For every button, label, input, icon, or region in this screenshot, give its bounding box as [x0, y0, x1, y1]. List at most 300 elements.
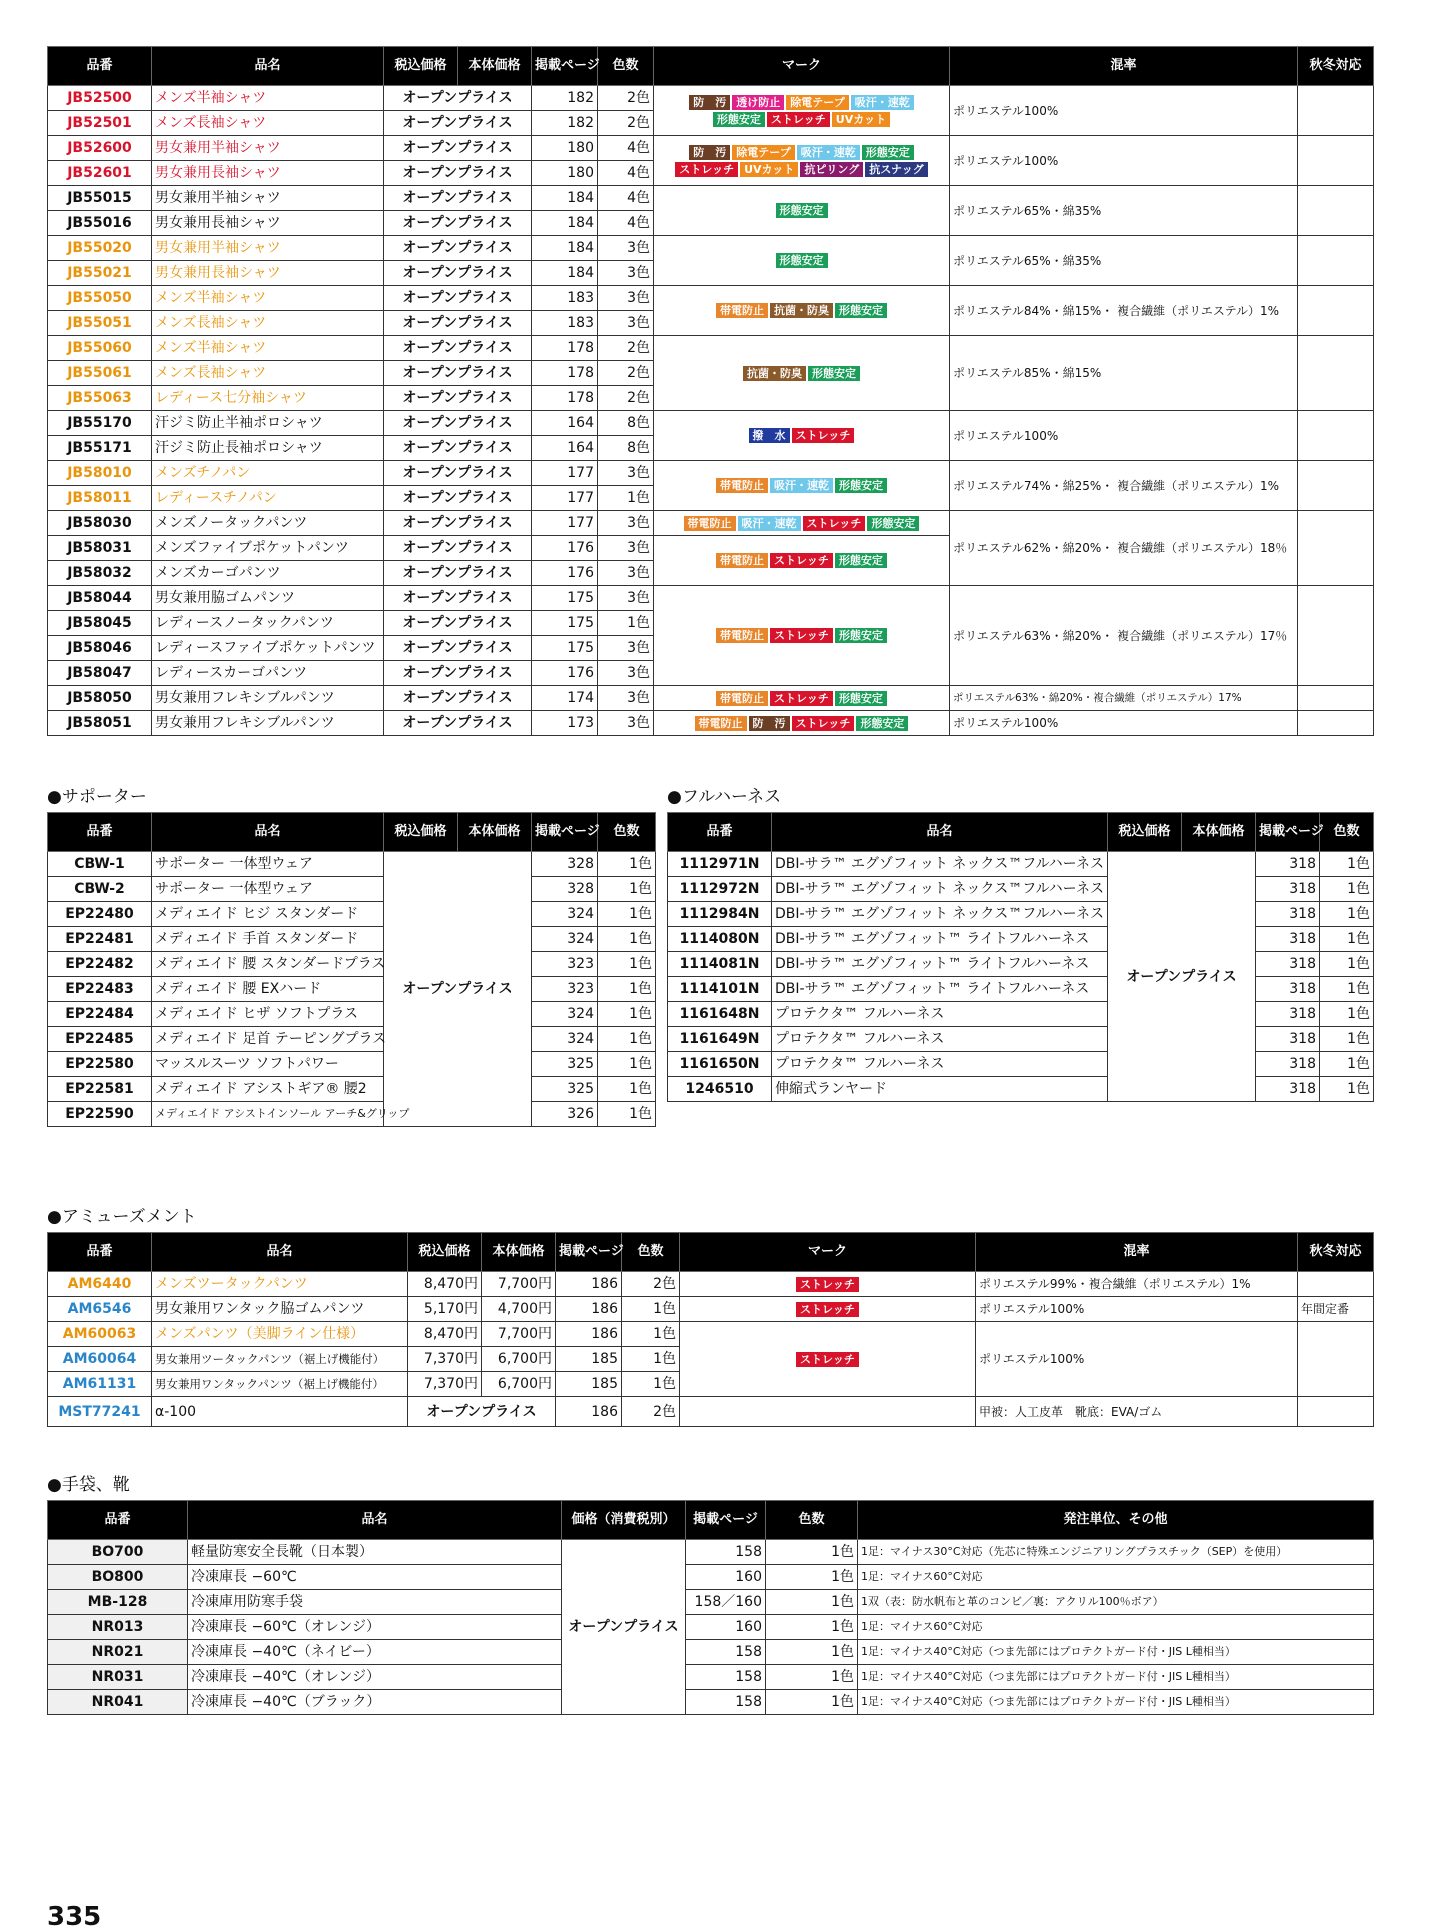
mark-row: [656, 427, 947, 444]
mark-badge: 形態安定: [776, 203, 828, 218]
product-code: JB55171: [48, 436, 152, 461]
price-tax: オープンプライス: [384, 86, 532, 111]
color-count: 1色: [1320, 977, 1374, 1002]
price-tax: オープンプライス: [384, 211, 532, 236]
product-name: 男女兼用長袖シャツ: [152, 161, 384, 186]
mark-badge: 形態安定: [776, 253, 828, 268]
product-code: JB55021: [48, 261, 152, 286]
color-count: 3色: [598, 561, 654, 586]
color-count: 1色: [1320, 902, 1374, 927]
catalog-page: 158: [686, 1665, 766, 1690]
color-count: 1色: [598, 927, 656, 952]
color-count: 3色: [598, 236, 654, 261]
product-name: メンズ長袖シャツ: [152, 361, 384, 386]
mark-row: [656, 552, 947, 569]
table-row: [48, 1272, 1374, 1297]
column-header: 品名: [152, 47, 384, 86]
color-count: 1色: [598, 1002, 656, 1027]
mark-row: [656, 515, 947, 532]
catalog-page: 164: [532, 436, 598, 461]
table-row: [48, 711, 1374, 736]
product-code: EP22482: [48, 952, 152, 977]
season-cell: [1298, 286, 1374, 336]
marks-cell: [654, 411, 950, 461]
product-name: 男女兼用脇ゴムパンツ: [152, 586, 384, 611]
mark-row: [656, 302, 947, 319]
color-count: 3色: [598, 586, 654, 611]
color-count: 3色: [598, 536, 654, 561]
price-tax: オープンプライス: [384, 186, 532, 211]
mark-badge: 吸汗・速乾: [797, 145, 860, 160]
mark-badge: 形態安定: [835, 553, 887, 568]
product-code: 1112972N: [668, 877, 772, 902]
blend-ratio: ポリエステル100%: [950, 86, 1298, 136]
table-row: [668, 1002, 1374, 1027]
blend-ratio: ポリエステル65%・綿35%: [950, 236, 1298, 286]
mark-badge: 抗菌・防臭: [743, 366, 806, 381]
order-unit-note: 1足：マイナス40°C対応（つま先部にはプロテクトガード付・JIS L種相当）: [858, 1665, 1374, 1690]
marks-cell: [654, 461, 950, 511]
mark-badge: ストレッチ: [770, 691, 833, 706]
season-cell: [1298, 1272, 1374, 1297]
color-count: 1色: [598, 1077, 656, 1102]
column-header: 色数: [766, 1501, 858, 1540]
catalog-page: 176: [532, 536, 598, 561]
column-header: 色数: [598, 47, 654, 86]
column-header: 税込価格: [384, 813, 458, 852]
mark-badge: ストレッチ: [792, 428, 855, 443]
table-row: [668, 1077, 1374, 1102]
mark-badge: 吸汗・速乾: [770, 478, 833, 493]
product-name: 冷凍庫長 −60℃（オレンジ）: [188, 1615, 562, 1640]
color-count: 1色: [598, 1102, 656, 1127]
season-cell: [1298, 1322, 1374, 1397]
table-row: [48, 86, 1374, 111]
price-tax: 5,170円: [408, 1297, 482, 1322]
product-code: JB55051: [48, 311, 152, 336]
product-name: メディエイド 腰 スタンダードプラス: [152, 952, 384, 977]
product-code: EP22485: [48, 1027, 152, 1052]
season-cell: [1298, 711, 1374, 736]
price-tax: オープンプライス: [384, 486, 532, 511]
product-code: JB58044: [48, 586, 152, 611]
table-row: [48, 1640, 1374, 1665]
color-count: 3色: [598, 686, 654, 711]
product-name: DBI-サラ™ エグゾフィット ネックス™フルハーネス: [772, 877, 1108, 902]
catalog-page: 323: [532, 977, 598, 1002]
table-header: [668, 813, 1374, 852]
catalog-page: 325: [532, 1077, 598, 1102]
catalog-page: 326: [532, 1102, 598, 1127]
season-cell: [1298, 461, 1374, 511]
blend-ratio: ポリエステル84%・綿15%・ 複合繊維（ポリエステル）1%: [950, 286, 1298, 336]
product-code: AM60064: [48, 1347, 152, 1372]
product-code: JB58046: [48, 636, 152, 661]
price-tax: オープンプライス: [384, 361, 532, 386]
price-tax: オープンプライス: [384, 136, 532, 161]
marks-cell: [654, 286, 950, 336]
color-count: 1色: [598, 852, 656, 877]
price-tax: オープンプライス: [384, 586, 532, 611]
catalog-page: 318: [1256, 952, 1320, 977]
mark-badge: UVカット: [832, 112, 890, 127]
order-unit-note: 1足：マイナス30°C対応（先芯に特殊エンジニアリングプラスチック（SEP）を使用）: [858, 1540, 1374, 1565]
product-name: メディエイド アシストインソール アーチ&グリップ: [152, 1102, 384, 1127]
season-cell: 年間定番: [1298, 1297, 1374, 1322]
table-row: [48, 1397, 1374, 1427]
marks-cell: [654, 136, 950, 186]
product-code: EP22480: [48, 902, 152, 927]
product-code: BO700: [48, 1540, 188, 1565]
product-code: 1114081N: [668, 952, 772, 977]
product-name: DBI-サラ™ エグゾフィット ネックス™フルハーネス: [772, 852, 1108, 877]
column-header: 発注単位、その他: [858, 1501, 1374, 1540]
mark-row: [656, 252, 947, 269]
column-header: 本体価格: [482, 1233, 556, 1272]
color-count: 3色: [598, 286, 654, 311]
price-open: オープンプライス: [408, 1397, 556, 1427]
catalog-page: 184: [532, 236, 598, 261]
table-row: [48, 1322, 1374, 1347]
color-count: 4色: [598, 161, 654, 186]
table-row: [48, 1540, 1374, 1565]
table-row: [48, 186, 1374, 211]
price-base: 4,700円: [482, 1297, 556, 1322]
color-count: 1色: [622, 1372, 680, 1397]
table-row: [48, 877, 656, 902]
product-name: メンズ半袖シャツ: [152, 286, 384, 311]
mark-badge: 吸汗・速乾: [738, 516, 801, 531]
color-count: 4色: [598, 211, 654, 236]
mark-badge: 抗スナッグ: [865, 162, 928, 177]
product-name: メディエイド ヒザ ソフトプラス: [152, 1002, 384, 1027]
price-tax: オープンプライス: [384, 536, 532, 561]
product-name: 冷凍庫長 −40℃（オレンジ）: [188, 1665, 562, 1690]
color-count: 1色: [622, 1297, 680, 1322]
mark-badge: UVカット: [740, 162, 798, 177]
catalog-page: 177: [532, 511, 598, 536]
amusement-table: [47, 1232, 1374, 1427]
product-code: EP22483: [48, 977, 152, 1002]
color-count: 1色: [766, 1615, 858, 1640]
product-name: 男女兼用半袖シャツ: [152, 136, 384, 161]
mark-badge: 防 汚: [689, 95, 730, 110]
product-code: JB52600: [48, 136, 152, 161]
marks-cell: [654, 336, 950, 411]
season-cell: [1298, 236, 1374, 286]
catalog-page: 176: [532, 661, 598, 686]
color-count: 8色: [598, 411, 654, 436]
color-count: 2色: [598, 386, 654, 411]
product-name: 男女兼用ツータックパンツ（裾上げ機能付）: [152, 1347, 408, 1372]
mark-badge: ストレッチ: [796, 1302, 859, 1317]
mark-row: [656, 477, 947, 494]
product-name: プロテクタ™ フルハーネス: [772, 1027, 1108, 1052]
catalog-page: 184: [532, 186, 598, 211]
product-name: メンズツータックパンツ: [152, 1272, 408, 1297]
catalog-page: 182: [532, 111, 598, 136]
price-base: 6,700円: [482, 1347, 556, 1372]
catalog-page: 328: [532, 877, 598, 902]
product-name: メディエイド 手首 スタンダード: [152, 927, 384, 952]
season-cell: [1298, 586, 1374, 686]
product-name: メンズカーゴパンツ: [152, 561, 384, 586]
blend-ratio: ポリエステル99%・複合繊維（ポリエステル）1%: [976, 1272, 1298, 1297]
product-code: 1114080N: [668, 927, 772, 952]
mark-badge: 形態安定: [862, 145, 914, 160]
catalog-page: 318: [1256, 902, 1320, 927]
mark-badge: ストレッチ: [792, 716, 855, 731]
product-name: 冷凍庫長 −60℃: [188, 1565, 562, 1590]
product-name: 伸縮式ランヤード: [772, 1077, 1108, 1102]
product-name: 軽量防寒安全長靴（日本製）: [188, 1540, 562, 1565]
product-code: NR021: [48, 1640, 188, 1665]
product-code: 1161649N: [668, 1027, 772, 1052]
price-tax: オープンプライス: [384, 711, 532, 736]
price-tax: オープンプライス: [384, 311, 532, 336]
price-tax: オープンプライス: [384, 511, 532, 536]
table-row: [48, 1665, 1374, 1690]
column-header: 税込価格: [1108, 813, 1182, 852]
product-name: メンズ半袖シャツ: [152, 86, 384, 111]
catalog-page: 325: [532, 1052, 598, 1077]
catalog-page: 324: [532, 1027, 598, 1052]
product-name: DBI-サラ™ エグゾフィット™ ライトフルハーネス: [772, 952, 1108, 977]
mark-badge: 形態安定: [835, 628, 887, 643]
blend-ratio: ポリエステル100%: [950, 711, 1298, 736]
column-header: 品番: [48, 47, 152, 86]
price-tax: オープンプライス: [384, 636, 532, 661]
column-header: 掲載ページ: [1256, 813, 1320, 852]
price-tax: オープンプライス: [384, 611, 532, 636]
order-unit-note: 1足：マイナス60°C対応: [858, 1565, 1374, 1590]
color-count: 1色: [622, 1322, 680, 1347]
product-name: メディエイド アシストギア® 腰2: [152, 1077, 384, 1102]
mark-badge: 透け防止: [732, 95, 784, 110]
catalog-page: 176: [532, 561, 598, 586]
catalog-page: 180: [532, 136, 598, 161]
table-row: [48, 977, 656, 1002]
season-cell: [1298, 186, 1374, 236]
color-count: 1色: [598, 611, 654, 636]
catalog-page: 175: [532, 586, 598, 611]
section-title-amusement: ●アミューズメント: [47, 1207, 197, 1227]
marks-cell: [654, 236, 950, 286]
product-code: JB55050: [48, 286, 152, 311]
table-row: [668, 1052, 1374, 1077]
color-count: 4色: [598, 136, 654, 161]
product-name: 男女兼用半袖シャツ: [152, 186, 384, 211]
price-open: オープンプライス: [1108, 852, 1256, 1102]
product-name: レディースノータックパンツ: [152, 611, 384, 636]
catalog-page: 178: [532, 336, 598, 361]
price-tax: オープンプライス: [384, 386, 532, 411]
column-header: 品番: [48, 1501, 188, 1540]
product-code: JB55016: [48, 211, 152, 236]
color-count: 3色: [598, 661, 654, 686]
catalog-page: 318: [1256, 877, 1320, 902]
mark-badge: 除電テープ: [786, 95, 848, 110]
catalog-page: 175: [532, 611, 598, 636]
product-name: メンズパンツ（美脚ライン仕様）: [152, 1322, 408, 1347]
color-count: 1色: [1320, 1052, 1374, 1077]
mark-badge: 抗ピリング: [800, 162, 863, 177]
marks-cell: [654, 186, 950, 236]
product-code: AM6546: [48, 1297, 152, 1322]
mark-badge: 帯電防止: [716, 628, 768, 643]
table-row: [48, 286, 1374, 311]
blend-ratio: ポリエステル74%・綿25%・ 複合繊維（ポリエステル）1%: [950, 461, 1298, 511]
season-cell: [1298, 411, 1374, 461]
color-count: 1色: [598, 902, 656, 927]
color-count: 1色: [598, 486, 654, 511]
price-open: オープンプライス: [384, 852, 532, 1127]
mark-row: [656, 161, 947, 178]
product-code: 1161648N: [668, 1002, 772, 1027]
mark-row: [656, 202, 947, 219]
mark-badge: ストレッチ: [675, 162, 738, 177]
mark-row: [656, 690, 947, 707]
column-header: 掲載ページ: [556, 1233, 622, 1272]
table-row: [48, 852, 656, 877]
price-base: 6,700円: [482, 1372, 556, 1397]
color-count: 3色: [598, 311, 654, 336]
section-title-supporter: ●サポーター: [47, 787, 147, 807]
product-name: 汗ジミ防止長袖ポロシャツ: [152, 436, 384, 461]
mark-badge: 形態安定: [808, 366, 860, 381]
color-count: 3色: [598, 711, 654, 736]
blend-ratio: 甲被：人工皮革 靴底：EVA/ゴム: [976, 1397, 1298, 1427]
column-header: 品番: [48, 813, 152, 852]
catalog-page: 324: [532, 927, 598, 952]
color-count: 1色: [1320, 852, 1374, 877]
mark-badge: 除電テープ: [732, 145, 794, 160]
harness-table: [667, 812, 1374, 1102]
product-code: AM60063: [48, 1322, 152, 1347]
order-unit-note: 1双（表：防水帆布と革のコンビ／裏：アクリル100％ボア）: [858, 1590, 1374, 1615]
price-tax: 8,470円: [408, 1322, 482, 1347]
color-count: 2色: [622, 1397, 680, 1427]
catalog-page: 184: [532, 261, 598, 286]
color-count: 2色: [598, 111, 654, 136]
catalog-page: 183: [532, 286, 598, 311]
column-header: 色数: [622, 1233, 680, 1272]
mark-badge: 防 汚: [689, 145, 730, 160]
blend-ratio: ポリエステル63%・綿20%・ 複合繊維（ポリエステル）17％: [950, 586, 1298, 686]
color-count: 2色: [598, 361, 654, 386]
mark-row: [656, 111, 947, 128]
catalog-page: 186: [556, 1272, 622, 1297]
product-code: JB55061: [48, 361, 152, 386]
product-name: 冷凍庫用防寒手袋: [188, 1590, 562, 1615]
column-header: 混率: [976, 1233, 1298, 1272]
color-count: 2色: [598, 86, 654, 111]
table-row: [48, 1027, 656, 1052]
product-code: JB55170: [48, 411, 152, 436]
product-name: 男女兼用フレキシブルパンツ: [152, 686, 384, 711]
catalog-page: 174: [532, 686, 598, 711]
product-name: メディエイド 足首 テーピングプラス: [152, 1027, 384, 1052]
product-name: サポーター 一体型ウェア: [152, 852, 384, 877]
color-count: 3色: [598, 511, 654, 536]
product-name: メンズファイブポケットパンツ: [152, 536, 384, 561]
column-header: 価格（消費税別）: [562, 1501, 686, 1540]
product-name: プロテクタ™ フルハーネス: [772, 1052, 1108, 1077]
catalog-page: 318: [1256, 1002, 1320, 1027]
season-cell: [1298, 336, 1374, 411]
product-name: プロテクタ™ フルハーネス: [772, 1002, 1108, 1027]
table-row: [48, 1565, 1374, 1590]
product-name: 冷凍庫長 −40℃（ブラック）: [188, 1690, 562, 1715]
column-header: 掲載ページ: [532, 47, 598, 86]
price-base: 7,700円: [482, 1272, 556, 1297]
color-count: 1色: [766, 1540, 858, 1565]
product-name: メンズノータックパンツ: [152, 511, 384, 536]
mark-badge: 帯電防止: [716, 553, 768, 568]
column-header: 秋冬対応: [1298, 1233, 1374, 1272]
table-header: [48, 1233, 1374, 1272]
catalog-page: 328: [532, 852, 598, 877]
order-unit-note: 1足：マイナス40°C対応（つま先部にはプロテクトガード付・JIS L種相当）: [858, 1640, 1374, 1665]
catalog-page: 324: [532, 1002, 598, 1027]
product-code: EP22590: [48, 1102, 152, 1127]
product-code: JB58047: [48, 661, 152, 686]
product-name: レディースファイブポケットパンツ: [152, 636, 384, 661]
product-code: 1112984N: [668, 902, 772, 927]
season-cell: [1298, 1397, 1374, 1427]
page-number: 335: [47, 1902, 102, 1932]
column-header: 本体価格: [458, 813, 532, 852]
price-tax: オープンプライス: [384, 236, 532, 261]
catalog-page: 318: [1256, 1077, 1320, 1102]
price-tax: オープンプライス: [384, 161, 532, 186]
product-name: 男女兼用ワンタックパンツ（裾上げ機能付）: [152, 1372, 408, 1397]
table-row: [48, 1052, 656, 1077]
marks-cell: [680, 1272, 976, 1297]
column-header: マーク: [654, 47, 950, 86]
column-header: 税込価格: [384, 47, 458, 86]
section-title-gloves: ●手袋、靴: [47, 1475, 130, 1495]
table-row: [48, 586, 1374, 611]
table-row: [668, 877, 1374, 902]
column-header: 本体価格: [1182, 813, 1256, 852]
product-code: JB58011: [48, 486, 152, 511]
mark-badge: ストレッチ: [770, 553, 833, 568]
table-row: [48, 511, 1374, 536]
product-name: メンズチノパン: [152, 461, 384, 486]
product-name: 男女兼用長袖シャツ: [152, 261, 384, 286]
product-name: レディース七分袖シャツ: [152, 386, 384, 411]
product-code: JB55063: [48, 386, 152, 411]
marks-cell: [654, 511, 950, 536]
column-header: 品名: [152, 1233, 408, 1272]
mark-badge: 形態安定: [713, 112, 765, 127]
mark-row: [656, 715, 947, 732]
mark-badge: 防 汚: [749, 716, 790, 731]
product-name: メンズ半袖シャツ: [152, 336, 384, 361]
table-row: [48, 1002, 656, 1027]
product-name: 男女兼用フレキシブルパンツ: [152, 711, 384, 736]
blend-ratio: ポリエステル65%・綿35%: [950, 186, 1298, 236]
product-code: BO800: [48, 1565, 188, 1590]
marks-cell: [654, 536, 950, 586]
product-name: メディエイド 腰 EXハード: [152, 977, 384, 1002]
catalog-page: 185: [556, 1347, 622, 1372]
product-code: 1161650N: [668, 1052, 772, 1077]
product-name: レディースカーゴパンツ: [152, 661, 384, 686]
table-row: [668, 902, 1374, 927]
color-count: 4色: [598, 186, 654, 211]
